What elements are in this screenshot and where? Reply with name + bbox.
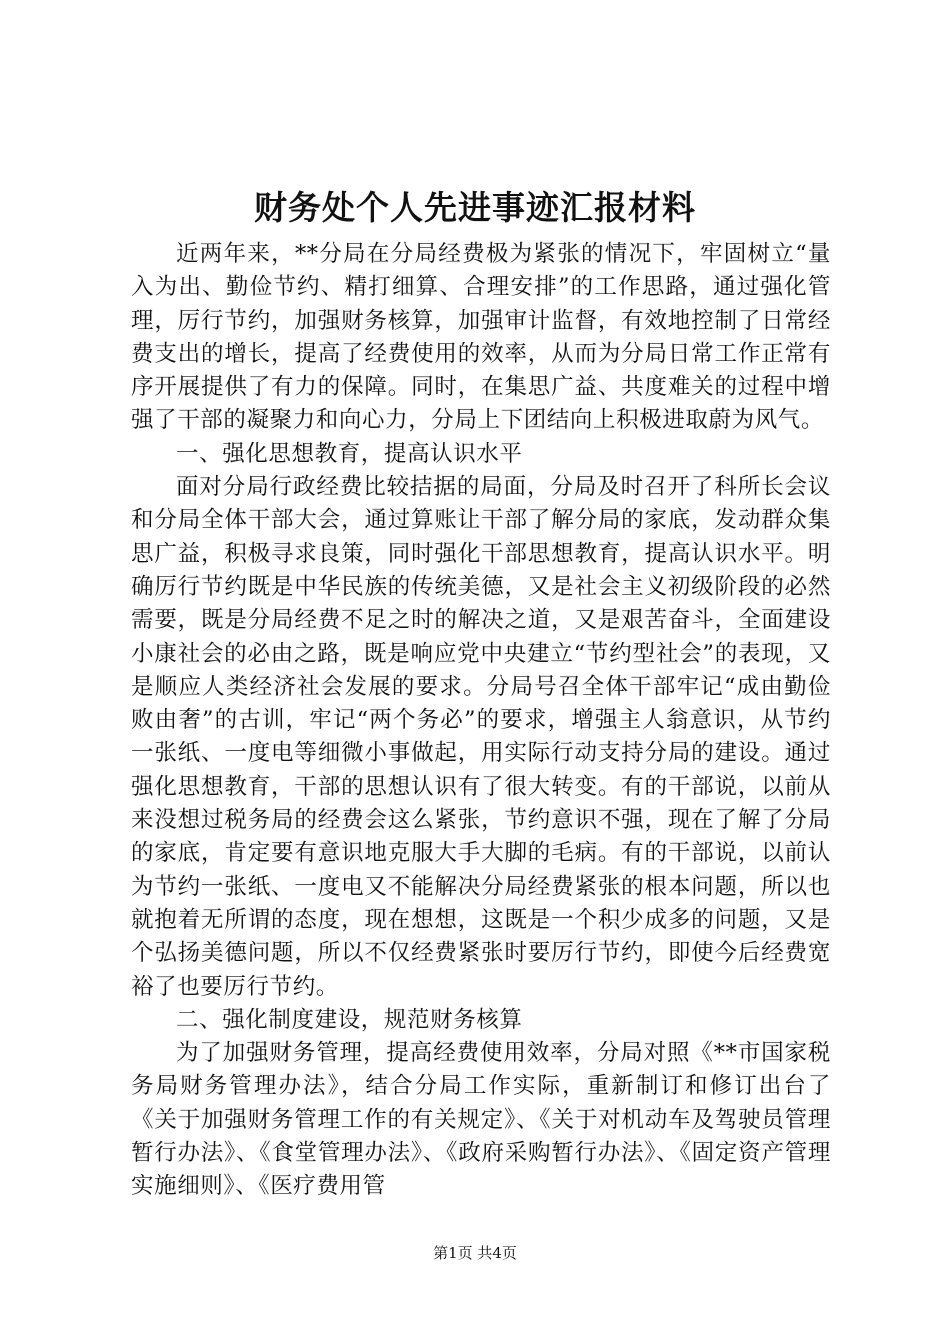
document-body (131, 238, 831, 1204)
page-number-footer: 第1页 共4页 (433, 1244, 517, 1262)
paragraph-section-1: 面对分局行政经费比较拮据的局面，分局及时召开了科所长会议和分局全体干部大会，通过算账让干部了解分局的家底，发动群众集思广益，积极寻求良策，同时强化干部思想教育，提高认识水平。明确厉行节约既是中华民族的传统美德，又是社会主义初级阶段的必然需要，既是分局经费不足之时的解决之道，又是艰苦奋斗，全面建设小康社会的必由之路，既是响应党中央建立“节约型社会”的表现，又是顺应人类经济社会发展的要求。分局号召全体干部牢记“成由勤俭败由奢”的古训，牢记“两个务必”的要求，增强主人翁意识，从节约一张纸、一度电等细微小事做起，用实际行动支持分局的建设。通过强化思想教育，干部的思想认识有了很大转变。有的干部说，以前从来没想过税务局的经费会这么紧张，节约意识不强，现在了解了分局的家底，肯定要有意识地克服大手大脚的毛病。有的干部说，以前认为节约一张纸、一度电又不能解决分局经费紧张的根本问题，所以也就抱着无所谓的态度，现在想想，这既是一个积少成多的问题，又是个弘扬美德问题，所以不仅经费紧张时要厉行节约，即使今后经费宽裕了也要厉行节约。 (131, 474, 831, 1000)
paragraph-intro: 近两年来，**分局在分局经费极为紧张的情况下，牢固树立“量入为出、勤俭节约、精打细算、合理安排”的工作思路，通过强化管理，厉行节约，加强财务核算，加强审计监督，有效地控制了日常经费支出的增长，提高了经费使用的效率，从而为分局日常工作正常有序开展提供了有力的保障。同时，在集思广益、共度难关的过程中增强了干部的凝聚力和向心力，分局上下团结向上积极进取蔚为风气。 (131, 241, 831, 434)
section-heading-2: 二、强化制度建设，规范财务核算 (176, 1006, 523, 1033)
section-heading-1: 一、强化思想教育，提高认识水平 (176, 440, 523, 467)
paragraph-section-2: 为了加强财务管理，提高经费使用效率，分局对照《**市国家税务局财务管理办法》，结合分局工作实际，重新制订和修订出台了《关于加强财务管理工作的有关规定》、《关于对机动车及驾驶员管理暂行办法》、《食堂管理办法》、《政府采购暂行办法》、《固定资产管理实施细则》、《医疗费用管 (131, 1040, 831, 1200)
document-title: 财务处个人先进事迹汇报材料 (254, 188, 696, 227)
